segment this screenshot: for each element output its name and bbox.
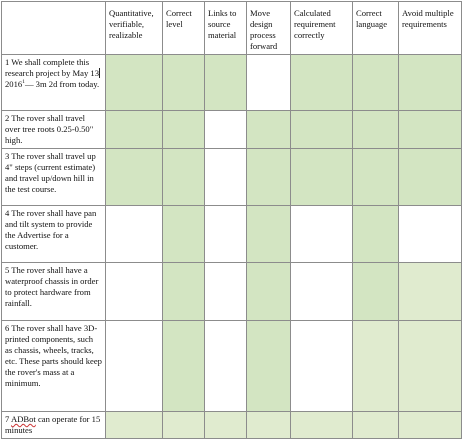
- criterion-cell: [247, 263, 291, 321]
- criterion-cell: [399, 321, 462, 412]
- criterion-cell: [291, 263, 353, 321]
- criterion-cell: [205, 111, 247, 149]
- criterion-cell: [205, 321, 247, 412]
- criterion-cell: [106, 412, 163, 439]
- criterion-cell: [106, 263, 163, 321]
- header-links-source: Links to source material: [205, 2, 247, 55]
- criterion-cell: [163, 55, 205, 111]
- criterion-cell: [399, 263, 462, 321]
- criterion-cell: [353, 55, 399, 111]
- requirement-cell: 6 The rover shall have 3D-printed components, such as chassis, wheels, tracks, etc. These parts should keep the rover's mass at a minimum.: [2, 321, 106, 412]
- requirement-text: 1 We shall complete this research project by May 13: [5, 57, 100, 78]
- header-correct-level: Correct level: [163, 2, 205, 55]
- requirements-table: [1, 1, 462, 439]
- criterion-cell: [163, 321, 205, 412]
- criterion-cell: [106, 206, 163, 263]
- header-design-process: Move design process forward: [247, 2, 291, 55]
- criterion-cell: [353, 206, 399, 263]
- criterion-cell: [399, 206, 462, 263]
- criterion-cell: [247, 412, 291, 439]
- criterion-cell: [205, 149, 247, 206]
- criterion-cell: [205, 412, 247, 439]
- table-row: [2, 55, 462, 111]
- text-cursor: [99, 68, 100, 78]
- criterion-cell: [291, 412, 353, 439]
- criterion-cell: [205, 263, 247, 321]
- table-row: [2, 321, 462, 412]
- table-row: [2, 412, 462, 439]
- criterion-cell: [291, 55, 353, 111]
- header-row: [2, 2, 462, 55]
- criterion-cell: [291, 206, 353, 263]
- criterion-cell: [163, 206, 205, 263]
- requirement-cell: 5 The rover shall have a waterproof chassis in order to protect hardware from rainfall.: [2, 263, 106, 321]
- criterion-cell: [163, 263, 205, 321]
- header-quantitative: Quantitative, verifiable, realizable: [106, 2, 163, 55]
- criterion-cell: [399, 111, 462, 149]
- criterion-cell: [247, 321, 291, 412]
- requirement-year: 2016: [5, 79, 23, 89]
- criterion-cell: [399, 412, 462, 439]
- criterion-cell: [106, 111, 163, 149]
- criterion-cell: [353, 321, 399, 412]
- table-row: [2, 206, 462, 263]
- criterion-cell: [163, 149, 205, 206]
- requirement-text: 7: [5, 414, 11, 424]
- requirement-cell: 2 The rover shall travel over tree roots 0.25-0.50" high.: [2, 111, 106, 149]
- criterion-cell: [291, 149, 353, 206]
- header-avoid-multiple: Avoid multiple requirements: [399, 2, 462, 55]
- criterion-cell: [247, 149, 291, 206]
- requirement-cell: 4 The rover shall have pan and tilt system to provide the Advertise for a customer.: [2, 206, 106, 263]
- criterion-cell: [205, 206, 247, 263]
- table-row: [2, 149, 462, 206]
- requirement-cell: [2, 412, 106, 439]
- spellcheck-word: ADBot: [10, 414, 36, 424]
- criterion-cell: [247, 55, 291, 111]
- table-row: [2, 111, 462, 149]
- criterion-cell: [291, 321, 353, 412]
- criterion-cell: [106, 55, 163, 111]
- criterion-cell: [106, 149, 163, 206]
- criterion-cell: [163, 111, 205, 149]
- criterion-cell: [291, 111, 353, 149]
- criterion-cell: [399, 149, 462, 206]
- table-row: [2, 263, 462, 321]
- criterion-cell: [106, 321, 163, 412]
- footnote-marker: 1: [22, 79, 25, 86]
- criterion-cell: [247, 111, 291, 149]
- header-calculated: Calculated requirement correctly: [291, 2, 353, 55]
- requirement-cell: [2, 55, 106, 111]
- criterion-cell: [353, 111, 399, 149]
- header-requirement: [2, 2, 106, 55]
- criterion-cell: [247, 206, 291, 263]
- criterion-cell: [163, 412, 205, 439]
- requirement-cell: 3 The rover shall travel up 4" steps (current estimate) and travel up/down hill in the test course.: [2, 149, 106, 206]
- requirement-tail: — 3m 2d from today.: [24, 79, 100, 89]
- criterion-cell: [399, 55, 462, 111]
- criterion-cell: [353, 412, 399, 439]
- requirement-tail: can operate for 15 minutes: [5, 414, 101, 435]
- criterion-cell: [353, 263, 399, 321]
- header-correct-language: Correct language: [353, 2, 399, 55]
- criterion-cell: [205, 55, 247, 111]
- criterion-cell: [353, 149, 399, 206]
